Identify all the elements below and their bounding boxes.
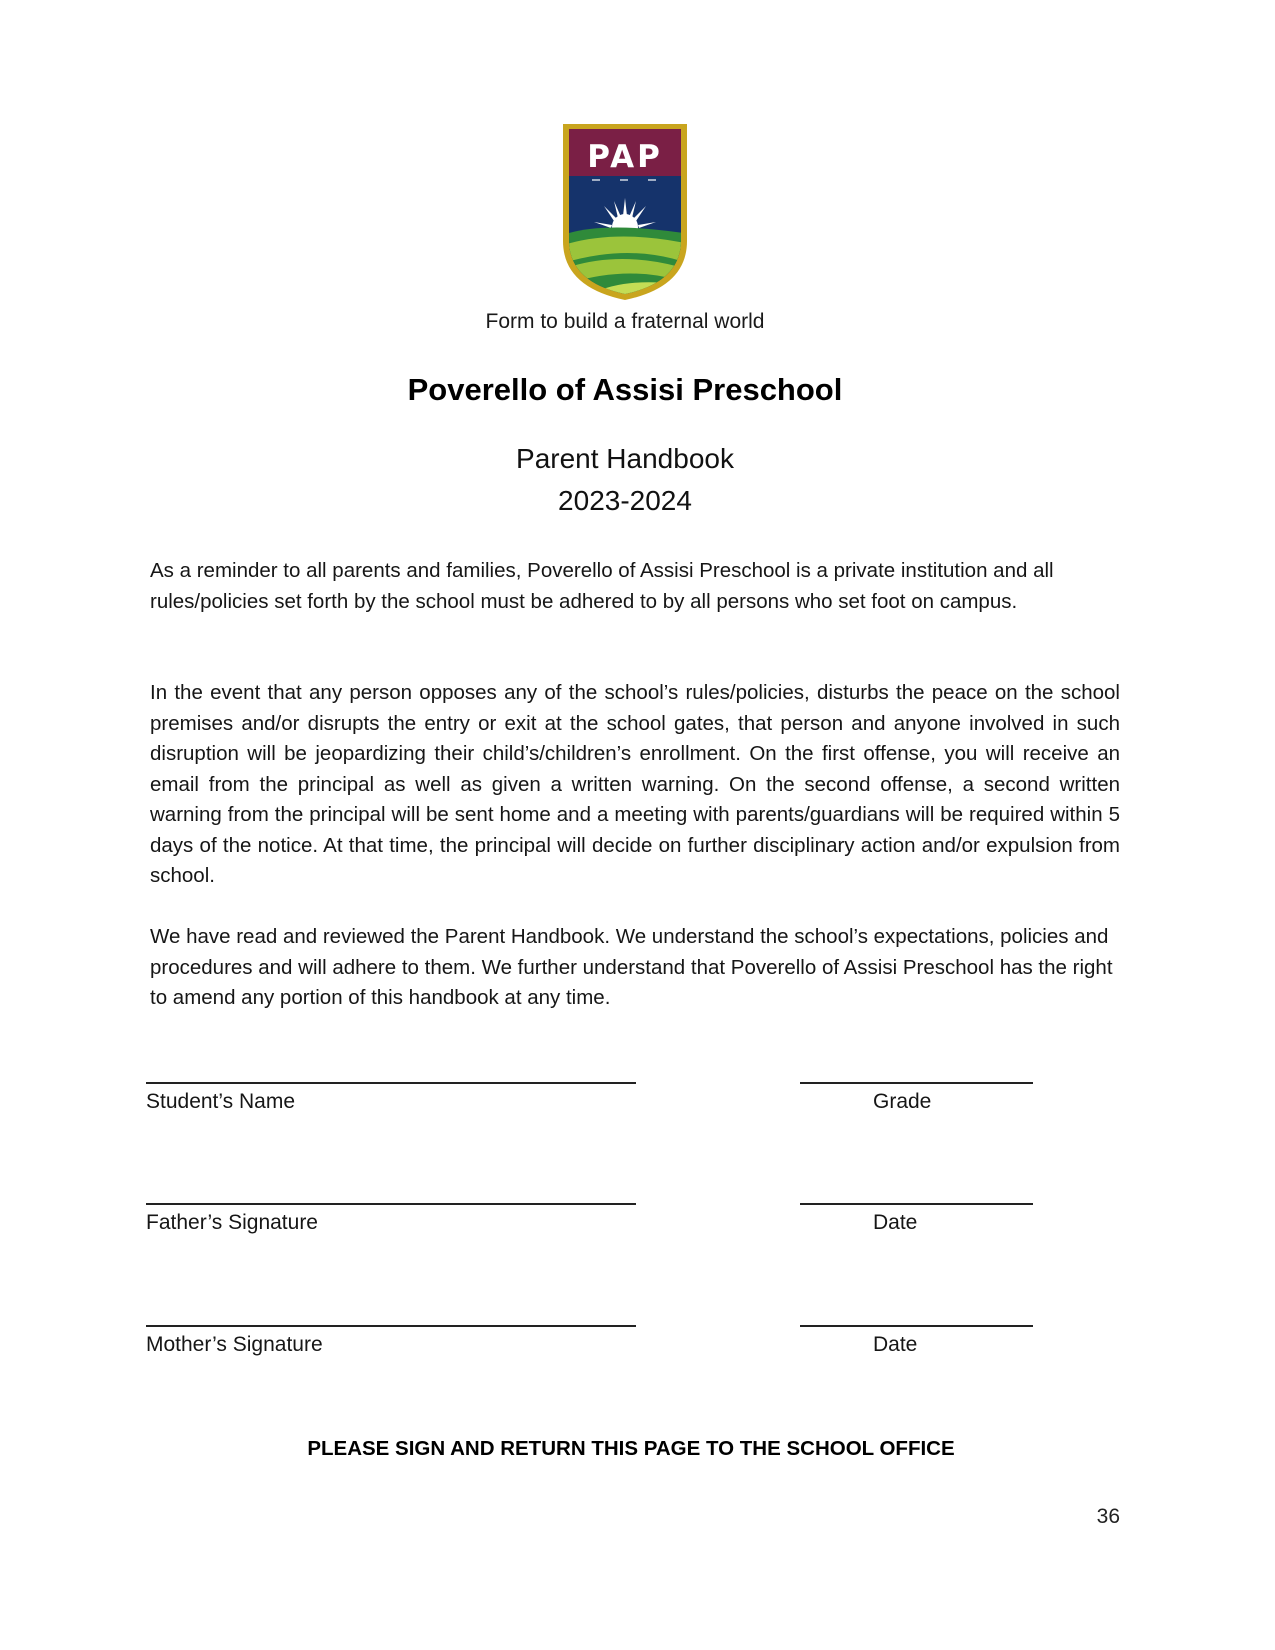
father-date-line[interactable] — [800, 1203, 1033, 1205]
mother-signature-label: Mother’s Signature — [146, 1333, 323, 1356]
document-title: Parent Handbook — [516, 443, 734, 474]
reminder-paragraph: As a reminder to all parents and families, Poverello of Assisi Preschool is a private institution and all rules/policies set forth by the school must be adhered to by all persons who set foot on campus. — [150, 559, 1054, 613]
mother-date-line[interactable] — [800, 1325, 1033, 1327]
school-name: Poverello of Assisi Preschool — [407, 372, 843, 407]
mother-signature-line[interactable] — [146, 1325, 636, 1327]
father-date-label: Date — [873, 1211, 918, 1234]
grade-line[interactable] — [800, 1082, 1033, 1084]
disciplinary-paragraph: In the event that any person opposes any of the school’s rules/policies, disturbs the peace on the school premises and/or disrupts the entry or exit at the school gates, that person and anyone involved in such disruption will be jeopardizing their child’s/children’s enrollment. On the first offense, you will receive an email from the principal as well as given a written warning. On the second offense, a second written warning from the principal will be sent home and a meeting with parents/guardians will be required within 5 days of the notice. At that time, the principal will decide on further disciplinary action and/or expulsion from school. — [150, 681, 1120, 887]
logo-text: PAP — [587, 139, 663, 175]
school-logo — [560, 124, 690, 300]
school-motto: Form to build a fraternal world — [485, 310, 765, 333]
father-signature-line[interactable] — [146, 1203, 636, 1205]
document-year: 2023-2024 — [558, 485, 692, 516]
page-number: 36 — [1096, 1505, 1120, 1528]
acknowledgement-paragraph: We have read and reviewed the Parent Handbook. We understand the school’s expectations, policies and procedures and will adhere to them. We further understand that Poverello of Assisi Preschool has the right to amend any portion of this handbook at any time. — [150, 925, 1113, 1009]
school-crest-icon — [560, 124, 690, 300]
student-name-line[interactable] — [146, 1082, 636, 1084]
mother-date-label: Date — [873, 1333, 918, 1356]
student-name-label: Student’s Name — [146, 1090, 296, 1113]
grade-label: Grade — [873, 1090, 932, 1113]
document-title-block — [0, 438, 1250, 522]
father-signature-label: Father’s Signature — [146, 1211, 318, 1234]
return-instruction: PLEASE SIGN AND RETURN THIS PAGE TO THE SCHOOL OFFICE — [307, 1437, 955, 1460]
